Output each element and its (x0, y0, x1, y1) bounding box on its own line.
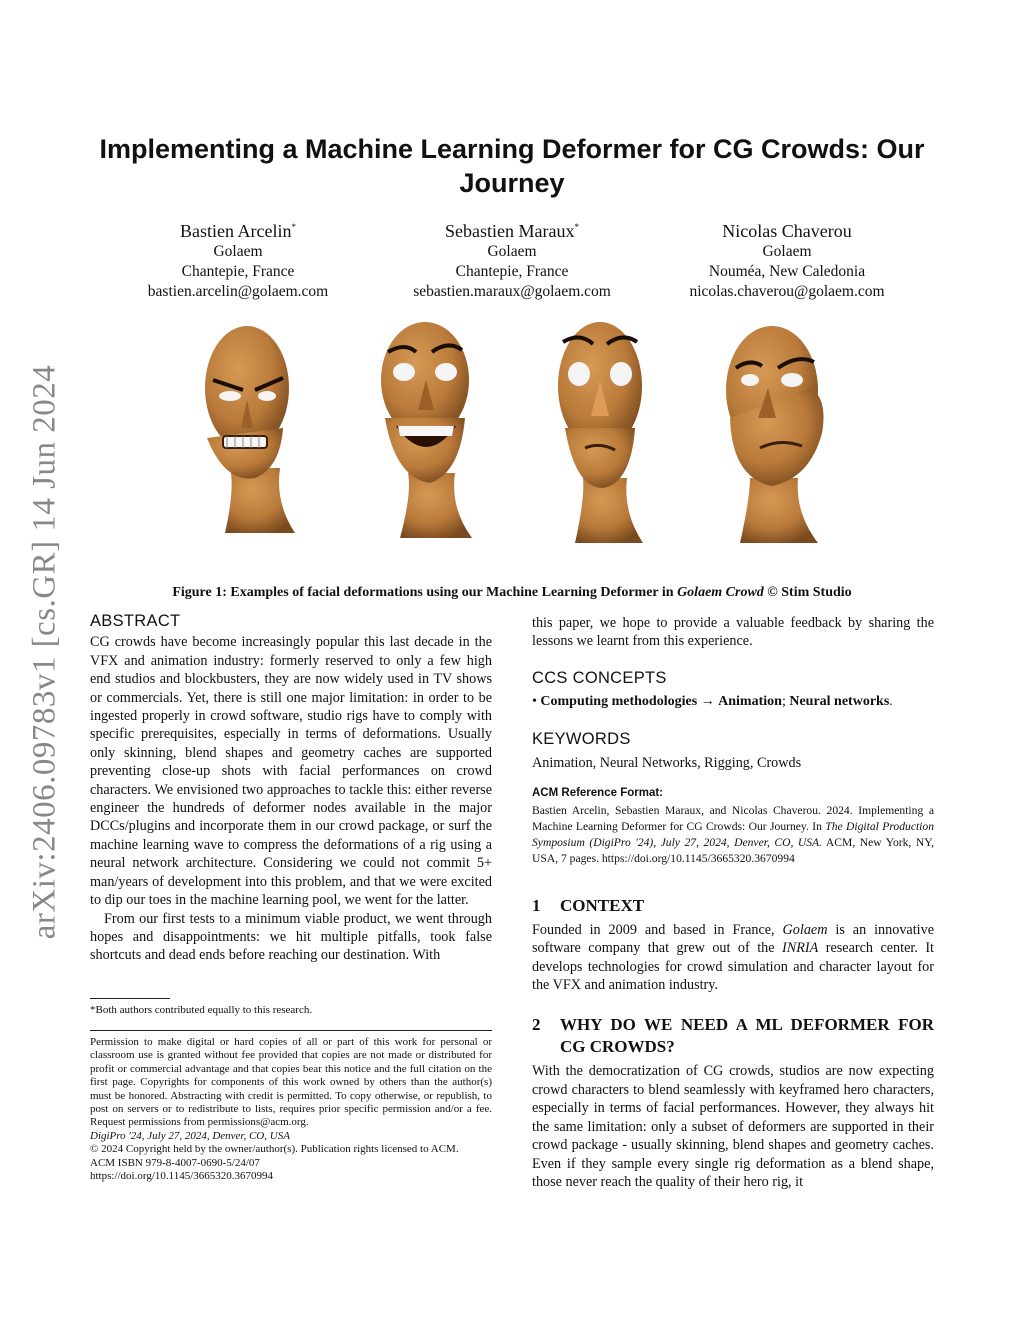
s1-company: Golaem (782, 921, 828, 938)
author-footnote: *Both authors contributed equally to this research. (90, 1004, 313, 1016)
section-number: 1 (532, 895, 541, 915)
permission-rule (90, 1030, 492, 1031)
ccs-concept-2: Animation (718, 694, 782, 710)
reference-authors: Bastien Arcelin, Sebastien Maraux, and Nicolas Chaverou. 2024. Implementing a Machine Learning Deformer for CG Crowds: Our Journey. In (532, 803, 934, 833)
section-number: 2 (532, 1015, 541, 1035)
footnote-rule (90, 998, 170, 999)
author-location: Chantepie, France (455, 263, 569, 280)
head-angry (205, 326, 295, 533)
ccs-concept-3: Neural networks (789, 694, 890, 710)
caption-text: Figure 1: Examples of facial deformations using our Machine Learning Deformer in (172, 585, 678, 600)
ccs-separator: ; (781, 694, 790, 710)
author-name: Nicolas Chaverou (722, 221, 852, 241)
author-location: Nouméa, New Caledonia (708, 263, 866, 280)
ccs-concepts (532, 693, 934, 711)
paper-title: Implementing a Machine Learning Deformer for CG Crowds: Our Journey (99, 134, 925, 198)
left-column (90, 612, 492, 965)
reference-venue: The Digital Production Symposium (DigiPro '24), July 27, 2024, Denver, CO, USA. (532, 819, 935, 849)
author-name: Sebastien Maraux (445, 221, 575, 241)
ccs-arrow: → (697, 694, 719, 710)
abstract-continuation: this paper, we hope to provide a valuable feedback by sharing the lessons we learnt from this experience. (532, 615, 934, 650)
section-title: WHY DO WE NEED A ML DEFORMER FOR CG CROWDS? (560, 1015, 934, 1057)
section-1-paragraph (532, 921, 934, 995)
copyright-line: © 2024 Copyright held by the owner/author(s). Publication rights licensed to ACM. (90, 1143, 459, 1156)
head-surprised (558, 322, 643, 543)
arxiv-identifier: arXiv:2406.09783v1 [cs.GR] 14 Jun 2024 (26, 364, 63, 940)
abstract-heading: ABSTRACT (90, 612, 181, 630)
author-email: bastien.arcelin@golaem.com (147, 283, 329, 300)
section-2-heading (532, 1014, 934, 1058)
author-location: Chantepie, France (181, 263, 295, 280)
figure-caption (60, 585, 964, 601)
author-email: nicolas.chaverou@golaem.com (689, 283, 885, 300)
abstract-paragraph-2: From our first tests to a minimum viable product, we went through hopes and disappointments: we hit multiple pitfalls, took false shortcuts and dead ends before reaching our destination. With (90, 910, 492, 964)
figure-facial-deformations (150, 318, 880, 576)
author-org: Golaem (762, 243, 812, 260)
author-mark: * (574, 222, 579, 232)
author-email: sebastien.maraux@golaem.com (413, 283, 611, 300)
doi-line: https://doi.org/10.1145/3665320.3670994 (90, 1170, 274, 1183)
ccs-bullet: • (532, 694, 541, 710)
head-laughing (381, 322, 472, 538)
arxiv-sidebar (25, 362, 65, 942)
keywords-heading: KEYWORDS (532, 729, 631, 748)
venue-line: DigiPro '24, July 27, 2024, Denver, CO, USA (90, 1129, 290, 1142)
head-grimacing (726, 326, 824, 543)
ccs-end: . (889, 694, 893, 710)
s1-text: Founded in 2009 and based in France, (532, 921, 783, 938)
isbn-line: ACM ISBN 979-8-4007-0690-5/24/07 (90, 1156, 260, 1169)
author-org: Golaem (487, 243, 537, 260)
section-2-paragraph: With the democratization of CG crowds, studios are now expecting crowd characters to blend seamlessly with keyframed hero characters, especially in terms of facial performances. However, they always hit the same limitation: only a subset of deformers are supported in their crowd package - usually skinning, blend shapes and geometry caches. Even if they sample every single rig deformation as a blend shape, those never reach the quality of their hero rig, it (532, 1063, 934, 1190)
caption-credit: © Stim Studio (763, 585, 852, 600)
ccs-concept-1: Computing methodologies (540, 694, 698, 710)
author-name: Bastien Arcelin (180, 221, 292, 241)
keywords-list: Animation, Neural Networks, Rigging, Crowds (532, 755, 802, 772)
caption-product: Golaem Crowd (677, 585, 764, 600)
author-block-3 (667, 216, 907, 302)
permission-text: Permission to make digital or hard copies of all or part of this work for personal or classroom use is granted without fee provided that copies are not made or distributed for profit or commercial advantage and that copies bear this notice and the full citation on the first page. Copyrights for components of this work owned by others than the author(s) must be honored. Abstracting with credit is permitted. To copy otherwise, or republish, to post on servers or to redistribute to lists, requires prior specific permission and/or a fee. Request permissions from permissions@acm.org. (90, 1036, 492, 1129)
author-block-1 (118, 216, 358, 302)
section-title: CONTEXT (560, 895, 645, 915)
ccs-heading: CCS CONCEPTS (532, 668, 667, 687)
permission-block (90, 1036, 492, 1183)
s1-text: research center. It develops technologies for crowd simulation and character layout for the VFX and animation industry. (532, 940, 934, 994)
reference-pages: ACM, New York, NY, USA, 7 pages. https://doi.org/10.1145/3665320.3670994 (532, 835, 934, 865)
s1-institute: INRIA (782, 940, 819, 957)
reference-heading: ACM Reference Format: (532, 787, 663, 800)
author-mark: * (291, 222, 296, 232)
author-block-2 (392, 216, 632, 302)
abstract-paragraph-1: CG crowds have become increasingly popular this last decade in the VFX and animation industry: formerly reserved to only a few high end studios and blockbusters, they are now widely used in TV shows or commercials. Yet, there is still one major limitation: in order to be ingested properly in crowd software, studio rigs have to comply with specific prerequisites, especially in terms of deformations. Usually only skinning, blend shapes and geometry caches are supported preventing close-up shots with facial performances on crowd characters. We envisioned two approaches to tackle this: either reverse engineer the hundreds of deformer nodes available in the major DCCs/plugins and incorporate them in our crowd package, or surf the machine learning wave to compress the deformations of a rig using a neural network architecture. Considering we could not commit 5+ man/years of development into this problem, and that we were excited to dip our toes in the machine learning pool, we went for the latter. (90, 634, 492, 909)
s1-text: is an innovative software company that grew out of the (532, 921, 934, 957)
reference-format (532, 803, 934, 867)
section-1-heading (532, 895, 934, 917)
right-column (532, 614, 934, 1191)
author-org: Golaem (213, 243, 263, 260)
